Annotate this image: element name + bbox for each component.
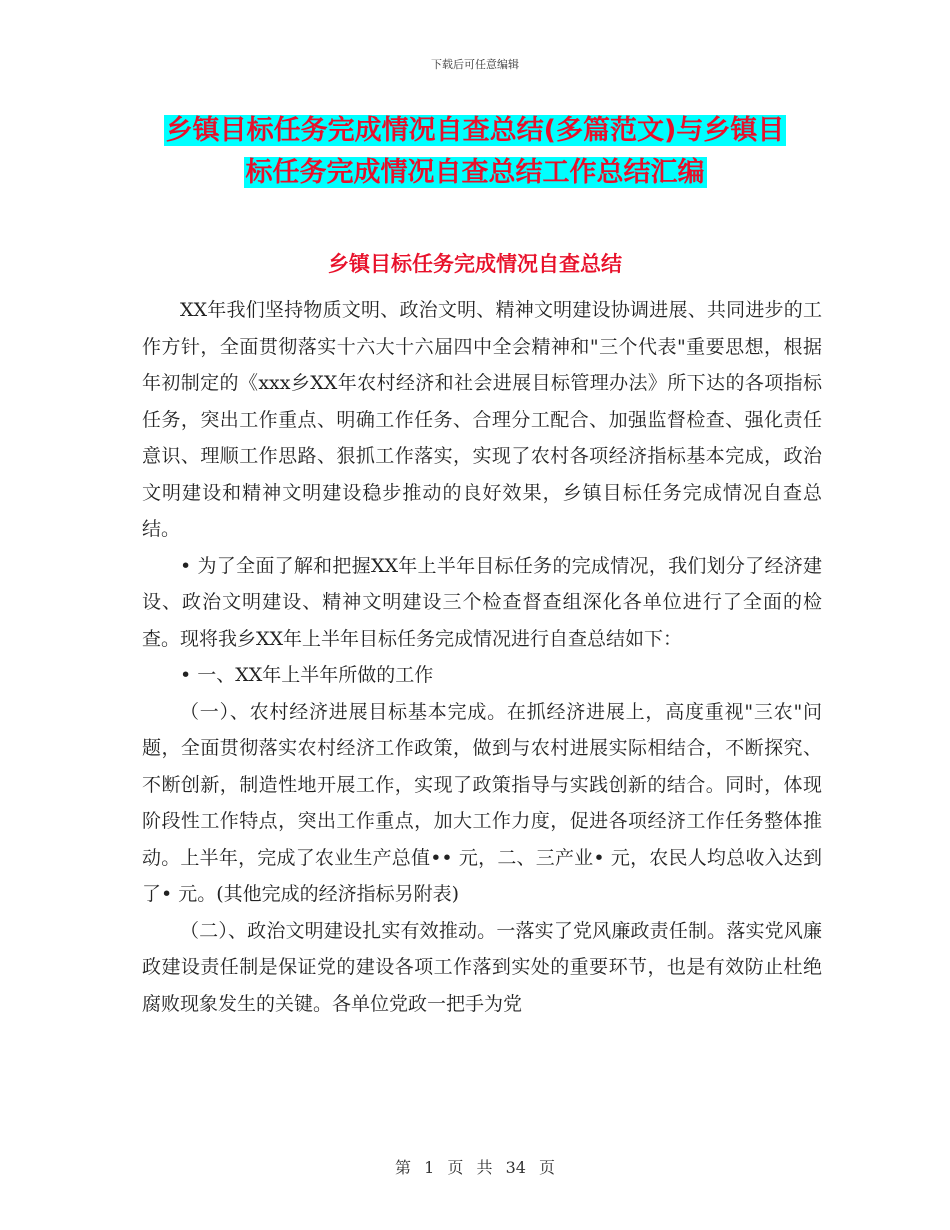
- footer-current-page: 1: [424, 1158, 435, 1177]
- section-title: 乡镇目标任务完成情况自查总结: [328, 252, 622, 276]
- body-paragraph: （二）、政治文明建设扎实有效推动。一落实了党风廉政责任制。落实党风廉政建设责任制是保证党的建设各项工作落到实处的重要环节，也是有效防止杜绝腐败现象发生的关键。各单位党政一把手为党: [142, 919, 822, 1015]
- document-title-line-2: 标任务完成情况自查总结工作总结汇编: [245, 157, 705, 188]
- footer-total-pages: 34: [505, 1158, 526, 1177]
- footer-label-total: 共: [476, 1158, 493, 1177]
- body-paragraph: • 为了全面了解和把握XX年上半年目标任务的完成情况，我们划分了经济建设、政治文明建设、精神文明建设三个检查督查组深化各单位进行了全面的检查。现将我乡XX年上半年目标任务完成情况进行自查总结如下：: [142, 554, 822, 650]
- page-footer: [0, 1155, 950, 1178]
- body-paragraph: （一）、农村经济进展目标基本完成。在抓经济进展上，高度重视"三农"问题，全面贯彻落实农村经济工作政策，做到与农村进展实际相结合，不断探究、不断创新，制造性地开展工作，实现了政策指导与实践创新的结合。同时，体现阶段性工作特点，突出工作重点，加大工作力度，促进各项经济工作任务整体推动。上半年，完成了农业生产总值•• 元，二、三产业• 元，农民人均总收入达到了• 元。(其他完成的经济指标另附表): [142, 700, 822, 905]
- document-body: [142, 292, 822, 1022]
- document-title-line-1: 乡镇目标任务完成情况自查总结(多篇范文)与乡镇目: [165, 115, 785, 146]
- document-title: [150, 110, 800, 194]
- header-note: 下载后可任意编辑: [431, 58, 519, 71]
- footer-label-unit: 页: [447, 1158, 464, 1177]
- body-paragraph: XX年我们坚持物质文明、政治文明、精神文明建设协调进展、共同进步的工作方针，全面贯彻落实十六大十六届四中全会精神和"三个代表"重要思想，根据年初制定的《xxx乡XX年农村经济和社会进展目标管理办法》所下达的各项指标任务，突出工作重点、明确工作任务、合理分工配合、加强监督检查、强化责任意识、理顺工作思路、狠抓工作落实，实现了农村各项经济指标基本完成，政治文明建设和精神文明建设稳步推动的良好效果，乡镇目标任务完成情况自查总结。: [142, 299, 822, 540]
- footer-label-page: 第: [394, 1158, 411, 1177]
- body-paragraph: • 一、XX年上半年所做的工作: [180, 664, 434, 686]
- footer-label-unit-2: 页: [539, 1158, 556, 1177]
